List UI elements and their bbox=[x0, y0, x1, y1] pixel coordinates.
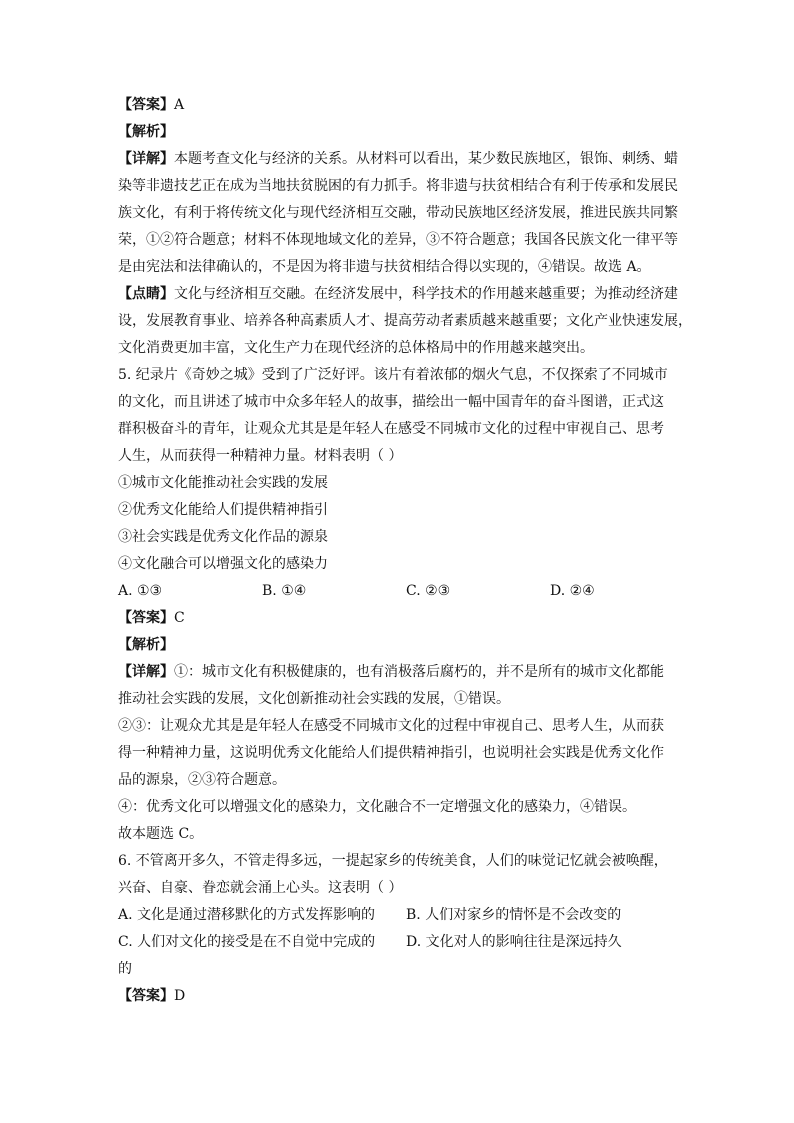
answer-tag: 【答案】 bbox=[118, 97, 174, 113]
q4-point-line: 文化消费更加丰富，文化生产力在现代经济的总体格局中的作用越来越突出。 bbox=[118, 340, 594, 356]
q6-stem-line: 兴奋、自豪、眷恋就会涌上心头。这表明（ ） bbox=[118, 880, 403, 896]
q6-answer: D bbox=[174, 988, 186, 1004]
analysis-tag: 【解析】 bbox=[118, 637, 174, 653]
q5-item: ②优秀文化能给人们提供精神指引 bbox=[118, 502, 328, 518]
q4-detail-text: 本题考查文化与经济的关系。从材料可以看出，某少数民族地区，银饰、刺绣、蜡 bbox=[174, 151, 678, 167]
q5-detail-line: 品的源泉，②③符合题意。 bbox=[118, 772, 286, 788]
q6-answer-line bbox=[118, 983, 694, 1010]
q4-detail-line: 染等非遗技艺正在成为当地扶贫脱困的有力抓手。将非遗与扶贫相结合有利于传承和发展民 bbox=[118, 178, 678, 194]
q6-options-row bbox=[118, 902, 694, 929]
detail-tag: 【详解】 bbox=[118, 664, 174, 680]
q5-answer-line bbox=[118, 605, 694, 632]
q4-detail-line: 族文化，有利于将传统文化与现代经济相互交融，带动民族地区经济发展，推进民族共同繁 bbox=[118, 205, 678, 221]
q5-detail-text: ①：城市文化有积极健康的，也有消极落后腐朽的，并不是所有的城市文化都能 bbox=[174, 664, 664, 680]
q6-option-b: B. 人们对家乡的情怀是不会改变的 bbox=[406, 907, 622, 923]
q4-detail-line bbox=[118, 146, 694, 173]
q5-answer: C bbox=[174, 610, 185, 626]
q6-options-row bbox=[118, 929, 694, 956]
q5-analysis-line bbox=[118, 632, 694, 659]
q5-option-d: D. ②④ bbox=[550, 583, 595, 599]
q4-answer-line bbox=[118, 92, 694, 119]
q6-option-d-tail: 的 bbox=[118, 961, 132, 977]
q5-stem-line: 的文化，而且讲述了城市中众多年轻人的故事，描绘出一幅中国青年的奋斗图谱，正式这 bbox=[118, 394, 664, 410]
q5-options bbox=[118, 578, 694, 605]
q4-point-line bbox=[118, 281, 694, 308]
detail-tag: 【详解】 bbox=[118, 151, 174, 167]
q5-stem-line: 人生，从而获得一种精神力量。材料表明（ ） bbox=[118, 448, 403, 464]
q5-detail-line bbox=[118, 659, 694, 686]
q4-point-line: 设，发展教育事业、培养各种高素质人才、提高劳动者素质越来越重要；文化产业快速发展， bbox=[118, 313, 692, 329]
q6-stem-line: 6. 不管离开多久，不管走得多远，一提起家乡的传统美食，人们的味觉记忆就会被唤醒， bbox=[118, 853, 668, 869]
q4-detail-line: 荣，①②符合题意；材料不体现地域文化的差异，③不符合题意；我国各民族文化一律平等 bbox=[118, 232, 678, 248]
answer-tag: 【答案】 bbox=[118, 988, 174, 1004]
q5-detail-line: ②③：让观众尤其是是年轻人在感受不同城市文化的过程中审视自己、思考人生，从而获 bbox=[118, 718, 664, 734]
q6-option-d: D. 文化对人的影响往往是深远持久 bbox=[406, 934, 622, 950]
q5-item: ③社会实践是优秀文化作品的源泉 bbox=[118, 529, 328, 545]
q5-detail-line: 推动社会实践的发展，文化创新推动社会实践的发展，①错误。 bbox=[118, 691, 510, 707]
q6-option-c: C. 人们对文化的接受是在不自觉中完成的 bbox=[118, 934, 376, 950]
q5-option-b: B. ①④ bbox=[262, 583, 307, 599]
q5-detail-line: 故本题选 C。 bbox=[118, 826, 204, 842]
q5-stem-line: 群积极奋斗的青年，让观众尤其是是年轻人在感受不同城市文化的过程中审视自己、思考 bbox=[118, 421, 664, 437]
q5-stem-line: 5. 纪录片《奇妙之城》受到了广泛好评。该片有着浓郁的烟火气息，不仅探索了不同城市 bbox=[118, 367, 668, 383]
answer-tag: 【答案】 bbox=[118, 610, 174, 626]
q4-analysis-line bbox=[118, 119, 694, 146]
q5-item: ④文化融合可以增强文化的感染力 bbox=[118, 556, 328, 572]
q4-answer: A bbox=[174, 97, 185, 113]
q6-option-a: A. 文化是通过潜移默化的方式发挥影响的 bbox=[118, 907, 376, 923]
q4-point-text: 文化与经济相互交融。在经济发展中，科学技术的作用越来越重要；为推动经济建 bbox=[174, 286, 678, 302]
point-tag: 【点睛】 bbox=[118, 286, 174, 302]
q5-detail-line: 得一种精神力量，这说明优秀文化能给人们提供精神指引，也说明社会实践是优秀文化作 bbox=[118, 745, 664, 761]
analysis-tag: 【解析】 bbox=[118, 124, 174, 140]
q5-option-a: A. ①③ bbox=[118, 583, 163, 599]
q5-item: ①城市文化能推动社会实践的发展 bbox=[118, 475, 328, 491]
q5-option-c: C. ②③ bbox=[406, 583, 451, 599]
q5-detail-line: ④：优秀文化可以增强文化的感染力，文化融合不一定增强文化的感染力，④错误。 bbox=[118, 799, 636, 815]
q4-detail-line: 是由宪法和法律确认的，不是因为将非遗与扶贫相结合得以实现的，④错误。故选 A。 bbox=[118, 259, 651, 275]
